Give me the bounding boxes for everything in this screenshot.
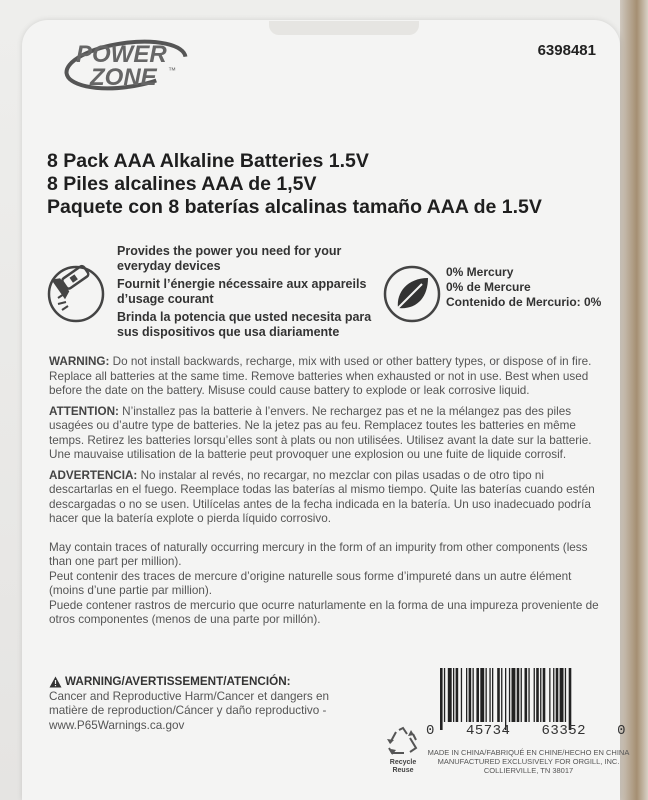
warning-triangle-icon [49,676,62,688]
barcode-bar [492,668,493,722]
title-es: Paquete con 8 baterías alcalinas tamaño AAA de 1.5V [47,196,542,218]
barcode-bar [560,668,564,722]
flashlight-icon [46,264,106,324]
barcode-bar [565,668,566,722]
barcode-digit-check: 0 [617,723,626,739]
barcode-bar [521,668,522,722]
warning-es [49,469,609,527]
barcode-bar [549,668,550,722]
barcode-bar [461,668,462,722]
mercury-notice-es: Puede contener rastros de mercurio que ocurre naturlamente en la forma de una impureza proveniente de otros componentes (menos de una parte por millón). [49,598,599,626]
feature-mercury-fr: 0% de Mercure [446,280,531,294]
barcode-bar [469,668,472,722]
barcode-bar [540,668,541,722]
barcode-bar [497,668,500,722]
barcode-bar [453,668,454,722]
barcode-bar [509,668,510,722]
barcode-bar [525,668,528,722]
barcode-bar [534,668,535,722]
brand-line1: POWER [76,41,167,68]
hang-hole [269,21,419,35]
feature-power-fr: Fournit l’énergie nécessaire aux appareils d’usage courant [117,277,367,306]
warning-es-text: No instalar al revés, no recargar, no mezclar con pilas usadas o de otro tipo ni descartarlas en el fuego. Reemplace todas las baterías al mismo tiempo. Quite las baterías cuando estén descargadas o no se usen. Utilícelas antes de la fecha indicada en la batería. Un uso inadecuado podría hacer que la batería explote o pierda líquido corrosivo. [49,468,595,525]
barcode-bar [505,668,506,730]
barcode-digit-lead: 0 [426,723,435,739]
warning-en-label: WARNING: [49,355,110,368]
feature-power-es: Brinda la potencia que usted necesita para sus dispositivos que usa diariamente [117,310,372,339]
barcode-bar [553,668,554,722]
barcode-bar [486,668,487,722]
recycle-icon [386,726,420,756]
barcode-digit-group1: 45734 [465,723,511,739]
warning-fr-text: N’installez pas la batterie à l’envers. Ne rechargez pas et ne la mélangez pas des piles usagées ou d’autre type de batteries. Ne la jetez pas au feu. Remplacez toutes les batteries en même temps. Retirez les batteries lorsqu’elles sont à plats ou non utilisées. Utilisez avant la date sur la batterie. Une mauvaise utilisation de la batterie peut provoquer une explosion ou une fuite de liquide corrosif. [49,404,592,461]
warning-en-text: Do not install backwards, recharge, mix with used or other battery types, or dispose of in fire. Replace all batteries at the same time. Remove batteries when exhausted or not in use. Best when used before the date on the battery. Misuse could cause battery to explode or leak corrosive liquid. [49,355,592,397]
power-zone-logo [64,32,214,102]
barcode-bar [473,668,474,722]
product-titles [47,150,607,219]
package-back-card [22,20,630,800]
barcode-bar [536,668,539,722]
leaf-icon [382,264,442,324]
barcode-bar [448,668,452,722]
manufacturer-info [426,748,631,775]
barcode-bar [440,668,443,730]
warning-fr [49,405,609,463]
warning-fr-label: ATTENTION: [49,404,119,418]
barcode-bar [569,668,572,730]
barcode-bar [543,668,546,722]
mercury-notice [49,541,609,628]
background-edge [620,0,648,800]
prop65-heading: WARNING/AVERTISSEMENT/ATENCIÓN: [65,675,291,688]
barcode-bar [456,668,459,722]
barcode-digits [426,723,626,739]
brand-tm: ™ [168,66,176,75]
feature-power-en: Provides the power you need for your everyday devices [117,244,342,273]
barcode-bar [480,668,484,722]
made-in-line2: MANUFACTURED EXCLUSIVELY FOR ORGILL, INC. [437,757,620,766]
barcode-bar [501,668,502,722]
feature-power-text [117,244,387,343]
mercury-notice-fr: Peut contenir des traces de mercure d’origine naturelle sous forme d’impureté dans un autre élément (moins d’une partie par million). [49,569,572,597]
warning-en [49,355,609,399]
barcode-bar [466,668,467,722]
recycle-line2: Reuse [392,767,414,774]
mercury-notice-en: May contain traces of naturally occurring mercury in the form of an impurity from other components (less than one part per million). [49,540,588,568]
barcode-bar [556,668,559,722]
barcode-bar [512,668,516,722]
recycle-mark [378,726,428,775]
made-in-line3: COLLIERVILLE, TN 38017 [483,766,574,775]
made-in-line1: MADE IN CHINA/FABRIQUÉ EN CHINE/HECHO EN CHINA [427,748,630,757]
barcode-bar [528,668,529,722]
barcode-digit-group2: 63352 [541,723,587,739]
prop65-warning [49,675,369,733]
warnings-block [49,355,609,634]
barcode-bar [517,668,520,722]
feature-mercury-text [446,265,621,310]
title-fr: 8 Piles alcalines AAA de 1,5V [47,173,317,195]
barcode-bar [489,668,490,722]
feature-mercury-es: Contenido de Mercurio: 0% [446,295,602,309]
upc-barcode [438,668,618,730]
brand-line2: ZONE [90,64,157,91]
barcode-bar [444,668,445,722]
sku-number: 6398481 [537,42,596,59]
feature-mercury-en: 0% Mercury [446,265,514,279]
title-en: 8 Pack AAA Alkaline Batteries 1.5V [47,150,369,172]
prop65-heading-row [49,675,369,690]
prop65-text: Cancer and Reproductive Harm/Cancer et dangers en matière de reproduction/Cáncer y daño reproductivo - www.P65Warnings.ca.gov [49,689,329,732]
warning-es-label: ADVERTENCIA: [49,468,138,482]
barcode-bar [476,668,479,722]
recycle-line1: Recycle [389,759,417,766]
